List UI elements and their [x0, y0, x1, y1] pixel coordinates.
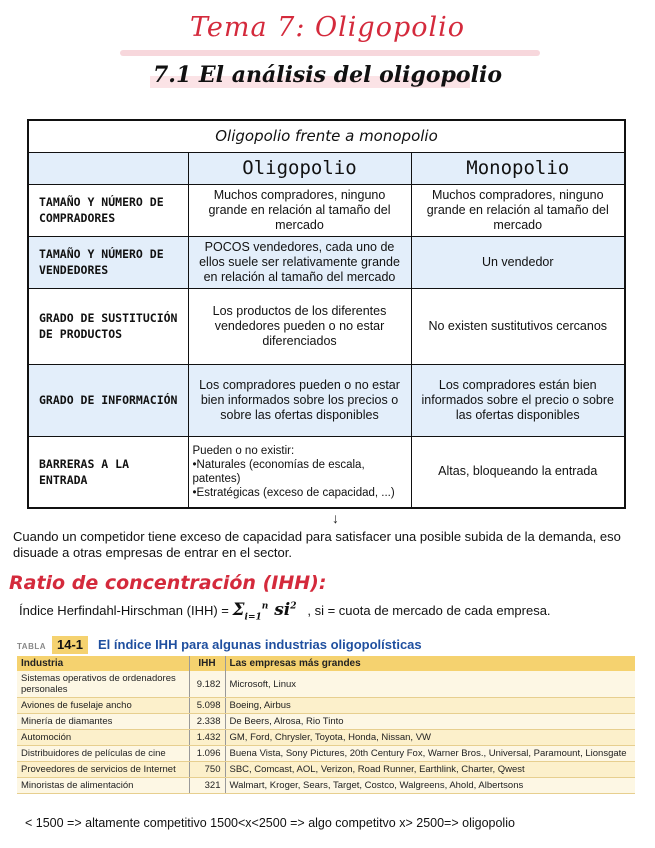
- ihh-cell: 5.098: [189, 698, 225, 714]
- monopolio-cell: Muchos compradores, ninguno grande en relación al tamaño del mercado: [411, 184, 625, 236]
- firms-cell: De Beers, Alrosa, Rio Tinto: [225, 714, 635, 730]
- table-row: [17, 762, 635, 778]
- table-row: [28, 364, 625, 436]
- formula-prefix: Índice Herfindahl-Hirschman (IHH) =: [19, 603, 229, 618]
- row-label: BARRERAS A LA ENTRADA: [28, 436, 188, 508]
- ihh-table-title: El índice IHH para algunas industrias oligopolísticas: [98, 637, 422, 652]
- ihh-scale-note: < 1500 => altamente competitivo 1500<x<2500 => algo competitvo x> 2500=> oligopolio: [25, 816, 515, 830]
- comparison-caption: Oligopolio frente a monopolio: [28, 120, 625, 152]
- row-label: GRADO DE INFORMACIÓN: [28, 364, 188, 436]
- firms-cell: SBC, Comcast, AOL, Verizon, Road Runner, Earthlink, Charter, Qwest: [225, 762, 635, 778]
- ihh-cell: 321: [189, 778, 225, 794]
- monopolio-cell: No existen sustitutivos cercanos: [411, 288, 625, 364]
- table-row: [28, 184, 625, 236]
- col-header: Industria: [17, 656, 189, 671]
- monopolio-cell: Altas, bloqueando la entrada: [411, 436, 625, 508]
- table-row: [17, 671, 635, 698]
- row-label: GRADO DE SUSTITUCIÓN DE PRODUCTOS: [28, 288, 188, 364]
- col-header: IHH: [189, 656, 225, 671]
- barrier-line: •Estratégicas (exceso de capacidad, ...): [192, 486, 395, 499]
- ihh-cell: 750: [189, 762, 225, 778]
- ihh-formula: [19, 600, 551, 622]
- down-arrow-icon: ↓: [332, 510, 339, 526]
- firms-cell: Walmart, Kroger, Sears, Target, Costco, Walgreens, Ahold, Albertsons: [225, 778, 635, 794]
- table-tag: TABLA: [17, 642, 47, 651]
- industry-cell: Distribuidores de películas de cine: [17, 746, 189, 762]
- header-monopolio: Monopolio: [411, 152, 625, 184]
- monopolio-cell: Un vendedor: [411, 236, 625, 288]
- ihh-cell: 1.096: [189, 746, 225, 762]
- oligopolio-cell: Los compradores pueden o no estar bien informados sobre los precios o sobre las ofertas disponibles: [188, 364, 411, 436]
- header-empty-cell: [28, 152, 188, 184]
- ihh-table: [17, 656, 635, 794]
- ihh-header-row: [17, 656, 635, 671]
- table-row: [17, 746, 635, 762]
- comparison-table: [27, 119, 626, 509]
- oligopolio-cell: Muchos compradores, ninguno grande en relación al tamaño del mercado: [188, 184, 411, 236]
- ihh-cell: 2.338: [189, 714, 225, 730]
- industry-cell: Proveedores de servicios de Internet: [17, 762, 189, 778]
- ihh-cell: 1.432: [189, 730, 225, 746]
- industry-cell: Aviones de fuselaje ancho: [17, 698, 189, 714]
- industry-cell: Sistemas operativos de ordenadores personales: [17, 671, 189, 698]
- table-number: 14-1: [52, 636, 88, 654]
- title-highlight: [120, 50, 540, 56]
- ihh-cell: 9.182: [189, 671, 225, 698]
- table-row: [17, 698, 635, 714]
- firms-cell: Microsoft, Linux: [225, 671, 635, 698]
- section-subtitle: 7.1 El análisis del oligopolio: [152, 62, 502, 88]
- table-row: [28, 288, 625, 364]
- formula-suffix: , si = cuota de mercado de cada empresa.: [307, 603, 551, 618]
- barrier-line: Pueden o no existir:: [192, 444, 295, 457]
- oligopolio-cell: [188, 436, 411, 508]
- row-label: TAMAÑO Y NÚMERO DE COMPRADORES: [28, 184, 188, 236]
- row-label: TAMAÑO Y NÚMERO DE VENDEDORES: [28, 236, 188, 288]
- table-row: [17, 714, 635, 730]
- table-row: [17, 778, 635, 794]
- page-title: Tema 7: Oligopolio: [189, 12, 466, 43]
- monopolio-cell: Los compradores están bien informados sobre el precio o sobre las ofertas disponibles: [411, 364, 625, 436]
- industry-cell: Minería de diamantes: [17, 714, 189, 730]
- firms-cell: Boeing, Airbus: [225, 698, 635, 714]
- table-row: [28, 436, 625, 508]
- table-row: [17, 730, 635, 746]
- table-row: [28, 236, 625, 288]
- barrier-line: •Naturales (economías de escala, patentes): [192, 458, 365, 485]
- industry-cell: Automoción: [17, 730, 189, 746]
- capacity-note: Cuando un competidor tiene exceso de capacidad para satisfacer una posible subida de la demanda, eso disuade a otras empresas de entrar en el sector.: [13, 529, 621, 560]
- industry-cell: Minoristas de alimentación: [17, 778, 189, 794]
- header-oligopolio: Oligopolio: [188, 152, 411, 184]
- sigma-symbol: $\Sigma_{i=1}^n$ $si^2$: [232, 600, 297, 623]
- ratio-heading: Ratio de concentración (IHH):: [9, 572, 327, 594]
- col-header: Las empresas más grandes: [225, 656, 635, 671]
- oligopolio-cell: POCOS vendedores, cada uno de ellos suele ser relativamente grande en relación al tamaño del mercado: [188, 236, 411, 288]
- oligopolio-cell: Los productos de los diferentes vendedores pueden o no estar diferenciados: [188, 288, 411, 364]
- firms-cell: GM, Ford, Chrysler, Toyota, Honda, Nissan, VW: [225, 730, 635, 746]
- firms-cell: Buena Vista, Sony Pictures, 20th Century Fox, Warner Bros., Universal, Paramount, Lionsgate: [225, 746, 635, 762]
